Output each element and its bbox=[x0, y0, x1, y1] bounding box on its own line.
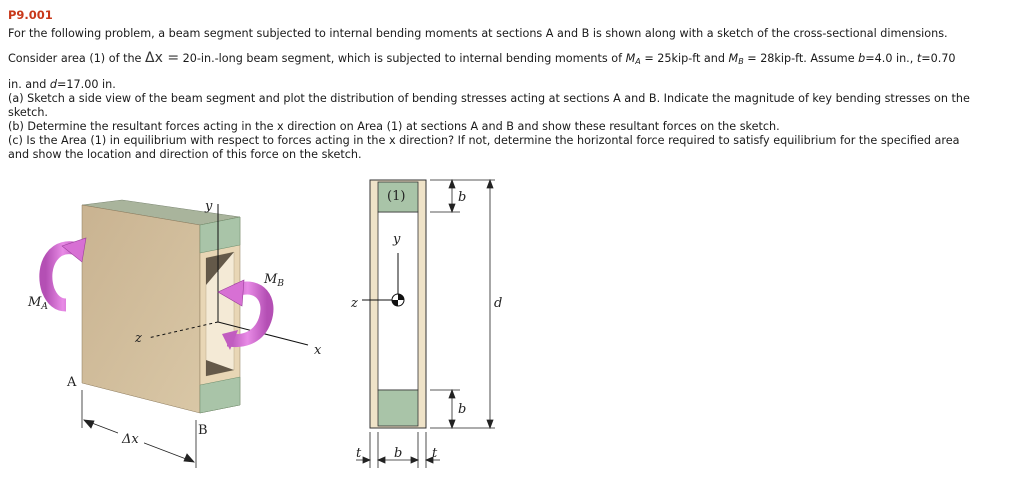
d-value: 17.00 in. bbox=[66, 78, 116, 91]
problem-line-2: Consider area (1) of the Δx = 20-in.-long beam segment, which is subjected to internal bending moments of $M_A = 25kip-ft$ and $M_B = 28kip-ft$. Assume b=4.0 in., t=0.70 bbox=[8, 50, 956, 66]
part-b: (b) Determine the resultant forces acting in the x direction on Area (1) at sections A and B and show these resultant forces on the sketch. bbox=[8, 120, 780, 133]
dx-value: 20-in. bbox=[182, 52, 215, 65]
label-mb: $M_B$ bbox=[264, 272, 284, 289]
label-d: d bbox=[494, 296, 503, 311]
bottom-flange bbox=[378, 390, 418, 426]
label-section-b: B bbox=[198, 423, 208, 438]
part-c-cont: and show the location and direction of this force on the sketch. bbox=[8, 148, 362, 161]
area-1-label: (1) bbox=[387, 189, 406, 204]
axis-y-label: y bbox=[205, 199, 213, 214]
moment-arrow-ma bbox=[46, 238, 86, 305]
t-value: 0.70 bbox=[930, 52, 956, 65]
cs-z-label: z bbox=[351, 296, 358, 311]
label-t-left: t bbox=[356, 446, 362, 461]
problem-figure bbox=[0, 170, 560, 482]
problem-line-3: in. and d=17.00 in. bbox=[8, 78, 116, 91]
label-t-right: t bbox=[432, 446, 438, 461]
part-a-cont: sketch. bbox=[8, 106, 48, 119]
dim-lines-right bbox=[430, 180, 495, 428]
label-delta-x: Δx bbox=[122, 432, 139, 447]
label-section-a: A bbox=[67, 375, 77, 390]
label-ma: $M_A$ bbox=[28, 295, 48, 312]
label-b-bottom: b bbox=[458, 402, 467, 417]
part-c: (c) Is the Area (1) in equilibrium with respect to forces acting in the x direction? If not, determine the horizontal force required to satisfy equilibrium for the specified area bbox=[8, 134, 960, 147]
centroid-symbol bbox=[392, 294, 404, 306]
axis-x-label: x bbox=[314, 343, 322, 358]
label-b-top: b bbox=[458, 190, 467, 205]
ma-value: 25kip-ft bbox=[657, 52, 701, 65]
beam-front-face bbox=[82, 205, 200, 413]
b-value: 4.0 in. bbox=[874, 52, 910, 65]
axis-z-label: z bbox=[135, 331, 142, 346]
mb-value: 28kip-ft bbox=[760, 52, 804, 65]
beam-segment-3d bbox=[82, 200, 240, 413]
part-a: (a) Sketch a side view of the beam segment and plot the distribution of bending stresses acting at sections A and B. Indicate the magnitude of key bending stresses on the bbox=[8, 92, 970, 105]
delta-x-symbol: Δx = bbox=[145, 50, 180, 66]
problem-intro: For the following problem, a beam segment subjected to internal bending moments at sections A and B is shown along with a sketch of the cross-sectional dimensions. bbox=[8, 27, 948, 40]
label-b-width: b bbox=[394, 446, 403, 461]
cs-y-label: y bbox=[393, 232, 401, 247]
problem-id: P9.001 bbox=[8, 8, 53, 22]
